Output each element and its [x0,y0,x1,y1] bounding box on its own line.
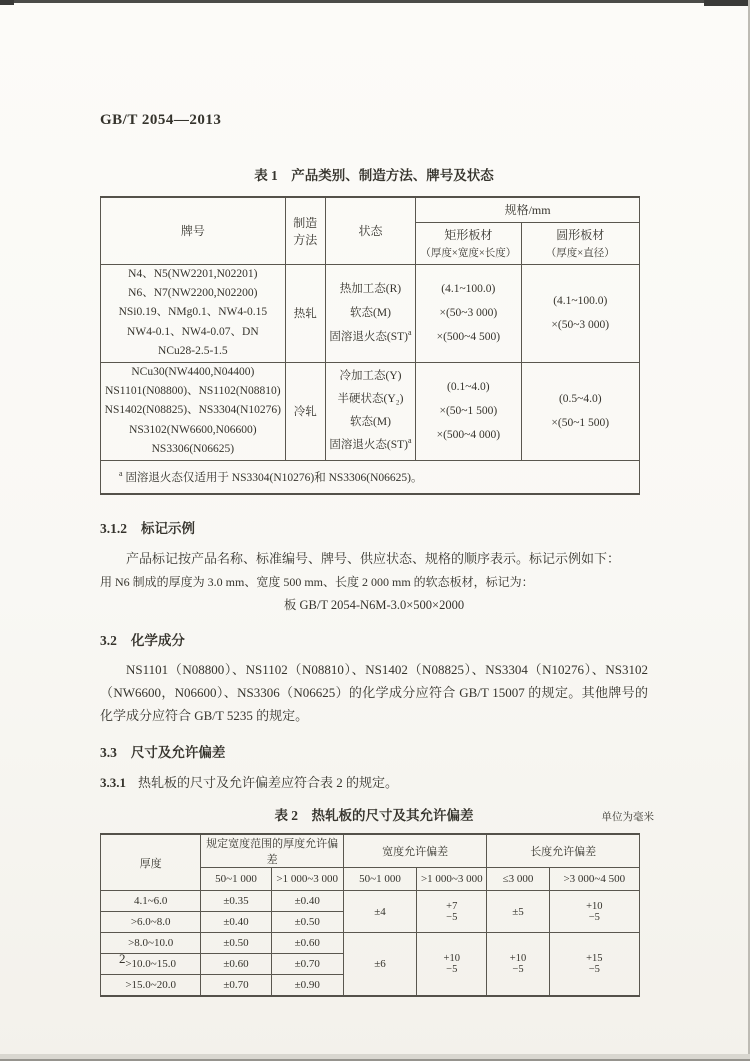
thickness-cell: 4.1~6.0 [101,891,201,912]
spec-line: ×(50~1 500) [439,405,498,418]
table1-header-row-1 [101,197,640,222]
section-3-3-1-paragraph [100,774,648,792]
thickness-cell: >15.0~20.0 [101,975,201,996]
spec-line: ×(500~4 500) [436,331,501,344]
table1-header-state: 状态 [325,197,415,264]
spec-line: (4.1~100.0) [553,295,608,308]
grade-line: NW4-0.1、NW4-0.07、DN [127,325,259,338]
rect-spec-cell [416,362,521,460]
table2-subheader: >1 000~3 000 [271,868,343,891]
width-tol-cell: ±6 [343,933,416,996]
thickness-cell: >6.0~8.0 [101,912,201,933]
thickness-tol-cell: ±0.60 [201,954,271,975]
header-round-name: 圆形板材 [556,228,605,242]
round-spec-cell [521,264,639,362]
thickness-tol-cell: ±0.50 [201,933,271,954]
table1-header-rect [416,222,521,264]
spec-line: (0.5~4.0) [558,393,602,406]
grade-line: NCu30(NW4400,N04400) [131,365,255,378]
standard-number-header: GB/T 2054—2013 [100,112,222,128]
tol-upper: +7 [446,900,458,912]
table2-title: 表 2 热轧板的尺寸及其允许偏差 [274,808,474,824]
table2-caption [100,804,654,824]
table2-header-thickness-tol-group: 规定宽度范围的厚度允许偏差 [201,834,344,868]
grade-line: NSi0.19、NMg0.1、NW4-0.15 [118,306,268,319]
tol-lower: −5 [512,963,524,975]
grade-line: N4、N5(NW2201,N02201) [128,267,258,280]
grade-cell [101,264,286,362]
chemical-composition-paragraph: NS1101（N08800）、NS1102（N08810）、NS1402（N08825）、NS3304（N10276）、NS3102（NW6600，N06600）、NS3306（N06625）的化学成分应符合 GB/T 15007 的规定。其他牌号的化学成分应符合 GB/T 5235 的规定。 [100,662,648,724]
footnote-marker: a [407,328,412,338]
table1-row-cold-rolled [101,362,640,460]
round-spec-cell [521,362,639,460]
length-tol-cell: ±5 [487,891,549,933]
grade-cell [101,362,286,460]
table2-header-width-tol-group: 宽度允许偏差 [343,834,487,868]
grade-line: NCu28-2.5-1.5 [158,345,228,358]
footnote-text: 固溶退火态仅适用于 NS3304(N10276)和 NS3306(N06625)。 [125,471,423,484]
marking-example-intro: 用 N6 制成的厚度为 3.0 mm、宽度 500 mm、长度 2 000 mm 的软态板材，标记为： [100,575,534,590]
table2-header-thickness: 厚度 [101,834,201,891]
section-title: 尺寸及允许偏差 [130,745,226,761]
spec-line: ×(50~3 000) [551,319,610,332]
section-3-1-2-heading [100,517,648,537]
table2-subheader: 50~1 000 [201,868,271,891]
state-line: 冷加工态(Y) [339,370,402,383]
spec-line: (4.1~100.0) [441,283,496,296]
length-tol-cell [549,891,639,933]
state-line [326,325,415,349]
tol-lower: −5 [588,963,600,975]
marking-example: 板 GB/T 2054-N6M-3.0×500×2000 [283,598,465,613]
table2-unit-note: 单位为毫米 [601,812,654,824]
width-tol-cell: ±4 [343,891,416,933]
scan-artifact-top-edge [0,0,750,3]
thickness-cell: >8.0~10.0 [101,933,201,954]
state-cell [325,362,415,460]
tol-lower: −5 [588,911,600,923]
footnote-marker: a [119,468,123,478]
section-title: 标记示例 [141,521,195,537]
header-method-line1: 制造 [293,215,318,230]
spec-line: ×(50~1 500) [551,417,610,430]
method-cell: 冷轧 [285,362,325,460]
tol-lower: −5 [446,911,458,923]
header-rect-dims: （厚度×宽度×长度） [420,248,517,259]
thickness-cell: >10.0~15.0 [101,954,201,975]
thickness-tol-cell: ±0.60 [271,933,343,954]
tol-upper: +10 [586,900,603,912]
header-round-dims: （厚度×直径） [545,248,615,259]
spec-line: (0.1~4.0) [447,381,490,394]
state-line: 半硬状态(Y₂) [337,393,404,406]
table1-title: 表 1 产品类别、制造方法、牌号及状态 [254,168,494,183]
page-number: 2 [119,951,126,966]
table2-subheader: 50~1 000 [343,868,416,891]
thickness-tol-cell: ±0.35 [201,891,271,912]
grade-line: NS3306(N06625) [151,443,235,456]
table2-hot-rolled-tolerances [100,833,640,997]
section-number: 3.2 [100,633,117,649]
table2-subheader: >1 000~3 000 [417,868,487,891]
table2-subheader: >3 000~4 500 [549,868,639,891]
section-number: 3.1.2 [100,521,127,537]
table2-data-row [101,933,640,954]
marking-description-paragraph: 产品标记按产品名称、标准编号、牌号、供应状态、规格的顺序表示。标记示例如下： [126,551,621,567]
grade-line: NS1402(N08825)、NS3304(N10276) [104,404,281,417]
table2-subheader: ≤3 000 [487,868,549,891]
footnote-marker: a [407,436,412,446]
width-tol-cell [417,933,487,996]
length-tol-cell [487,933,549,996]
table1-row-hot-rolled [101,264,640,362]
table1-header-grade: 牌号 [101,197,286,264]
section-number: 3.3.1 [100,775,126,791]
table1-header-round [521,222,639,264]
grade-line: NS3102(NW6600,N06600) [129,423,257,436]
section-3-3-heading [100,741,648,761]
thickness-tol-cell: ±0.40 [201,912,271,933]
length-tol-cell [549,933,639,996]
scan-artifact-top-right [704,0,750,6]
table2-header-length-tol-group: 长度允许偏差 [487,834,640,868]
table2-header-row-1 [101,834,640,868]
state-line [326,434,415,457]
scan-artifact-top-left [0,0,14,5]
thickness-tol-cell: ±0.70 [271,954,343,975]
header-rect-name: 矩形板材 [444,228,493,242]
spec-line: ×(500~4 000) [436,429,501,442]
state-text: 固溶退火态(ST) [329,439,408,452]
section-3-2-heading [100,629,648,649]
grade-line: NS1101(N08800)、NS1102(N08810) [105,384,281,397]
thickness-tol-cell: ±0.70 [201,975,271,996]
table1-header-method [285,197,325,264]
tol-lower: −5 [446,963,458,975]
state-line: 软态(M) [350,307,391,320]
table1-footnote-row [101,460,640,494]
spec-line: ×(50~3 000) [439,307,498,320]
state-text: 固溶退火态(ST) [329,331,408,344]
table1-header-spec-group: 规格/mm [416,197,640,222]
width-tol-cell [417,891,487,933]
grade-line: N6、N7(NW2200,N02200) [128,286,258,299]
state-line: 软态(M) [350,416,391,429]
rect-spec-cell [416,264,521,362]
method-cell: 热轧 [285,264,325,362]
tol-upper: +15 [586,952,603,964]
table1-product-categories [100,196,640,495]
section-number: 3.3 [100,745,117,761]
rule-text: 热轧板的尺寸及允许偏差应符合表 2 的规定。 [138,775,399,791]
section-title: 化学成分 [130,633,185,649]
table2-data-row [101,891,640,912]
page-content [100,112,654,997]
header-method-line2: 方法 [293,232,318,247]
tol-upper: +10 [443,952,460,964]
state-cell [325,264,415,362]
thickness-tol-cell: ±0.50 [271,912,343,933]
state-line: 热加工态(R) [339,283,402,296]
table1-footnote [101,460,640,494]
thickness-tol-cell: ±0.40 [271,891,343,912]
thickness-tol-cell: ±0.90 [271,975,343,996]
tol-upper: +10 [509,952,527,964]
